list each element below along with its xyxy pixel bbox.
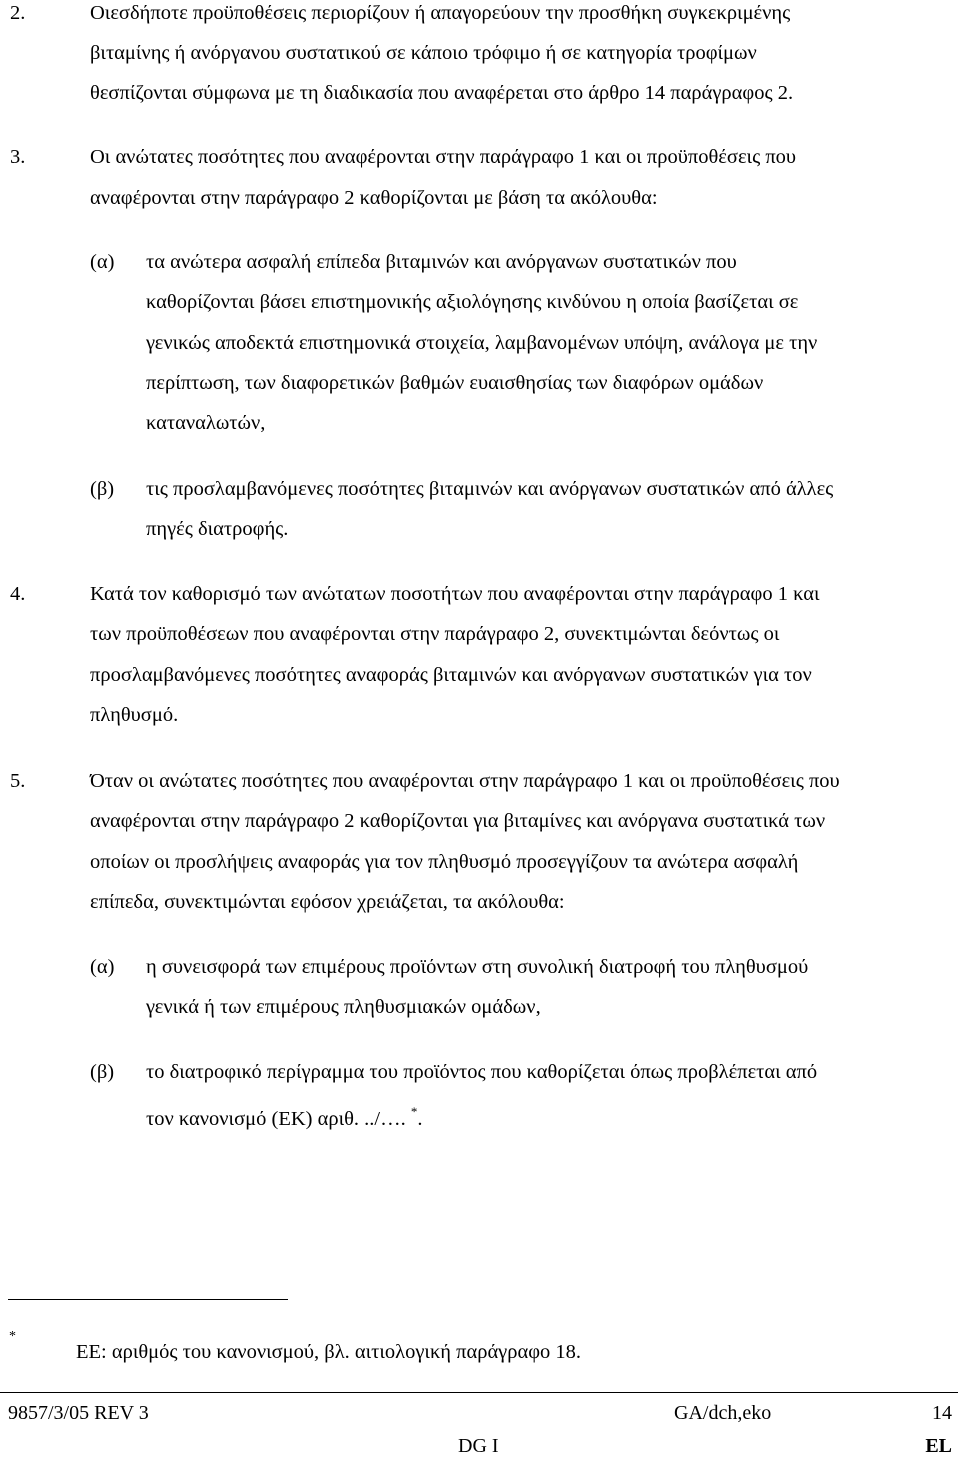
- paragraph-4-line-2: των προϋποθέσεων που αναφέρονται στην παράγραφο 2, συνεκτιμώνται δεόντως οι: [90, 623, 780, 645]
- footnote-reference-mark: *: [410, 1104, 418, 1119]
- paragraph-3-item-a-line-1: τα ανώτερα ασφαλή επίπεδα βιταμινών και ανόργανων συστατικών που: [146, 251, 737, 273]
- footnote-text: ΕΕ: αριθμός του κανονισμού, βλ. αιτιολογική παράγραφο 18.: [76, 1341, 582, 1363]
- footer-page-number: 14: [932, 1402, 952, 1424]
- paragraph-3-item-b-line-1: τις προσλαμβανόμενες ποσότητες βιταμινών και ανόργανων συστατικών από άλλες: [146, 478, 834, 500]
- paragraph-5-item-b-line-1: το διατροφικό περίγραμμα του προϊόντος που καθορίζεται όπως προβλέπεται από: [146, 1061, 818, 1083]
- footnote-separator: [8, 1299, 288, 1300]
- footer-initials: GA/dch,eko: [674, 1402, 772, 1424]
- paragraph-3-item-a-line-4: περίπτωση, των διαφορετικών βαθμών ευαισθησίας των διαφόρων ομάδων: [146, 372, 764, 394]
- paragraph-2-line-3: θεσπίζονται σύμφωνα με τη διαδικασία που αναφέρεται στο άρθρο 14 παράγραφος 2.: [90, 82, 794, 104]
- paragraph-5-line-2: αναφέρονται στην παράγραφο 2 καθορίζονται για βιταμίνες και ανόργανα συστατικά των: [90, 810, 826, 832]
- paragraph-5-line-3: οποίων οι προσλήψεις αναφοράς για τον πληθυσμό προσεγγίζουν τα ανώτερα ασφαλή: [90, 851, 799, 873]
- paragraph-4-line-4: πληθυσμό.: [90, 704, 179, 726]
- paragraph-3-number: 3.: [10, 146, 26, 168]
- paragraph-2-line-2: βιταμίνης ή ανόργανου συστατικού σε κάποιο τρόφιμο ή σε κατηγορία τροφίμων: [90, 42, 757, 64]
- footer-dg: DG I: [458, 1435, 499, 1457]
- paragraph-3-line-2: αναφέρονται στην παράγραφο 2 καθορίζονται με βάση τα ακόλουθα:: [90, 187, 658, 209]
- paragraph-5-item-b-line-2: [146, 1102, 422, 1129]
- paragraph-3-item-a-line-3: γενικώς αποδεκτά επιστημονικά στοιχεία, λαμβανομένων υπόψη, ανάλογα με την: [146, 332, 818, 354]
- paragraph-3-item-a-line-5: καταναλωτών,: [146, 412, 266, 434]
- paragraph-5-item-a-line-2: γενικά ή των επιμέρους πληθυσμιακών ομάδων,: [146, 996, 541, 1018]
- paragraph-3-line-1: Οι ανώτατες ποσότητες που αναφέρονται στην παράγραφο 1 και οι προϋποθέσεις που: [90, 146, 797, 168]
- paragraph-4-number: 4.: [10, 583, 26, 605]
- paragraph-5-item-a-marker: (α): [90, 956, 115, 978]
- paragraph-5-item-b-line-2-end: .: [417, 1108, 423, 1130]
- footer-doc-ref: 9857/3/05 REV 3: [8, 1402, 149, 1424]
- paragraph-4-line-1: Κατά τον καθορισμό των ανώτατων ποσοτήτων που αναφέρονται στην παράγραφο 1 και: [90, 583, 820, 605]
- paragraph-2-line-1: Οιεσδήποτε προϋποθέσεις περιορίζουν ή απαγορεύουν την προσθήκη συγκεκριμένης: [90, 2, 791, 24]
- footer-language: EL: [925, 1435, 952, 1457]
- paragraph-3-item-b-line-2: πηγές διατροφής.: [146, 518, 289, 540]
- paragraph-2-number: 2.: [10, 2, 26, 24]
- paragraph-5-item-b-line-2-text: τον κανονισμό (ΕΚ) αριθ. ../….: [146, 1108, 411, 1130]
- paragraph-3-item-a-marker: (α): [90, 251, 115, 273]
- paragraph-3-item-a-line-2: καθορίζονται βάσει επιστημονικής αξιολόγησης κινδύνου η οποία βασίζεται σε: [146, 291, 799, 313]
- footer-rule: [0, 1392, 958, 1393]
- paragraph-5-line-1: Όταν οι ανώτατες ποσότητες που αναφέρονται στην παράγραφο 1 και οι προϋποθέσεις που: [90, 770, 840, 792]
- paragraph-5-line-4: επίπεδα, συνεκτιμώνται εφόσον χρειάζεται, τα ακόλουθα:: [90, 891, 565, 913]
- paragraph-5-number: 5.: [10, 770, 26, 792]
- footnote-mark: *: [9, 1329, 16, 1344]
- paragraph-3-item-b-marker: (β): [90, 478, 115, 500]
- paragraph-5-item-a-line-1: η συνεισφορά των επιμέρους προϊόντων στη συνολική διατροφή του πληθυσμού: [146, 956, 809, 978]
- paragraph-5-item-b-marker: (β): [90, 1061, 115, 1083]
- paragraph-4-line-3: προσλαμβανόμενες ποσότητες αναφοράς βιταμινών και ανόργανων συστατικών για τον: [90, 664, 812, 686]
